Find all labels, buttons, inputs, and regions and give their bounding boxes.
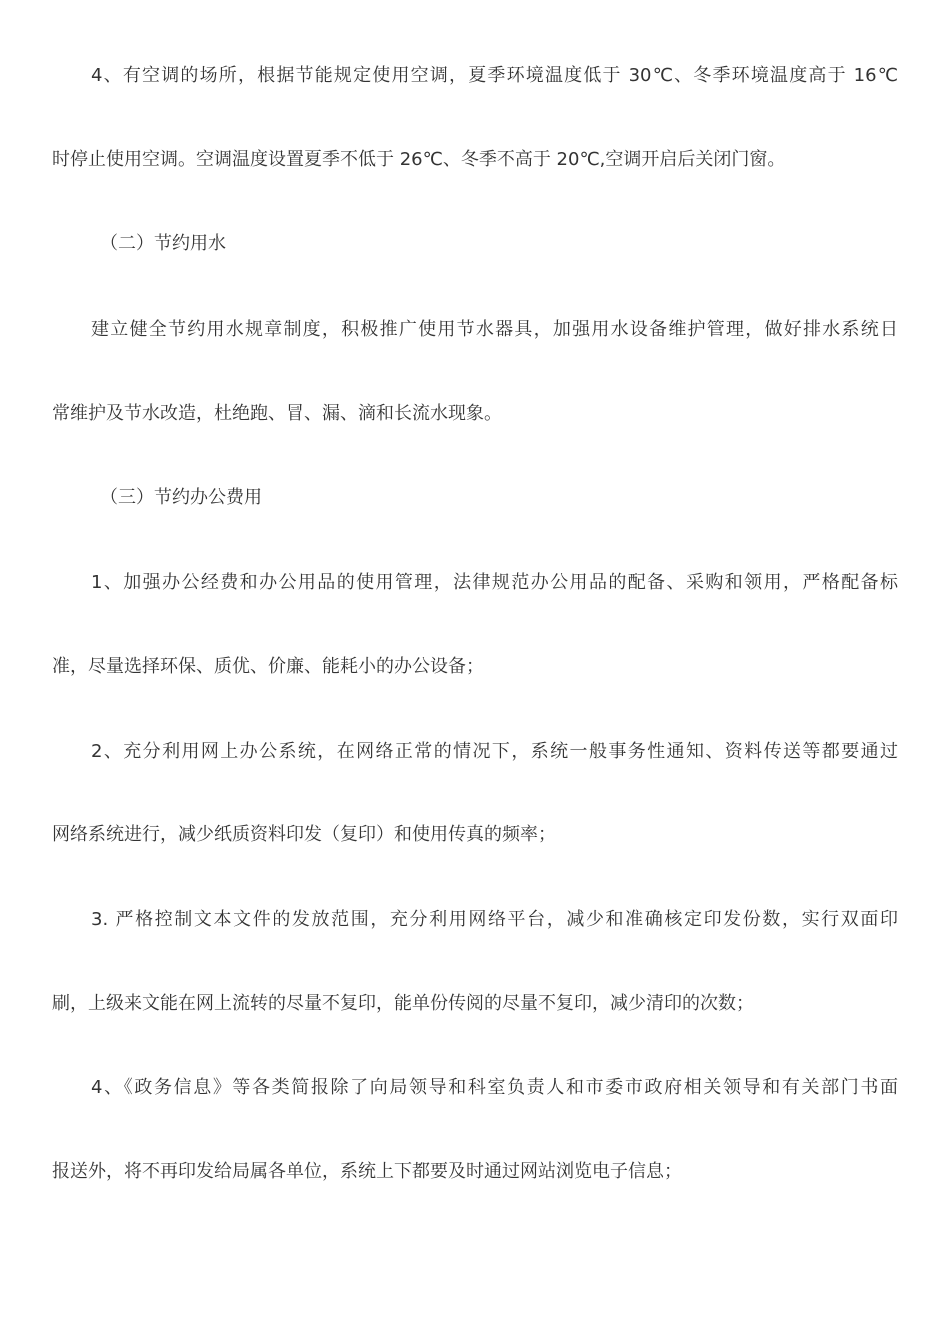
- paragraph-line: 3. 严格控制文本文件的发放范围，充分利用网络平台，减少和准确核定印发份数，实行双面印: [91, 909, 898, 930]
- paragraph-line: 4、《政务信息》等各类简报除了向局领导和科室负责人和市委市政府相关领导和有关部门书面: [91, 1077, 898, 1098]
- paragraph-line: 时停止使用空调。空调温度设置夏季不低于 26℃、冬季不高于 20℃,空调开启后关闭门窗。: [52, 149, 786, 170]
- paragraph-line: 2、充分利用网上办公系统，在网络正常的情况下，系统一般事务性通知、资料传送等都要通过: [91, 741, 898, 762]
- paragraph-line: 4、有空调的场所，根据节能规定使用空调，夏季环境温度低于 30℃、冬季环境温度高于 16℃: [91, 65, 898, 86]
- section-heading: （三）节约办公费用: [100, 487, 262, 508]
- paragraph-line: 1、加强办公经费和办公用品的使用管理，法律规范办公用品的配备、采购和领用，严格配备标: [91, 572, 898, 593]
- paragraph-line: 报送外，将不再印发给局属各单位，系统上下都要及时通过网站浏览电子信息；: [52, 1161, 682, 1182]
- paragraph-line: 常维护及节水改造，杜绝跑、冒、漏、滴和长流水现象。: [52, 403, 502, 424]
- paragraph-line: 网络系统进行，减少纸质资料印发（复印）和使用传真的频率；: [52, 824, 556, 845]
- paragraph-line: 准，尽量选择环保、质优、价廉、能耗小的办公设备；: [52, 656, 484, 677]
- section-heading: （二）节约用水: [100, 233, 226, 254]
- paragraph-line: 刷，上级来文能在网上流转的尽量不复印，能单份传阅的尽量不复印，减少清印的次数；: [52, 993, 754, 1014]
- paragraph-line: 建立健全节约用水规章制度，积极推广使用节水器具，加强用水设备维护管理，做好排水系统日: [91, 319, 898, 340]
